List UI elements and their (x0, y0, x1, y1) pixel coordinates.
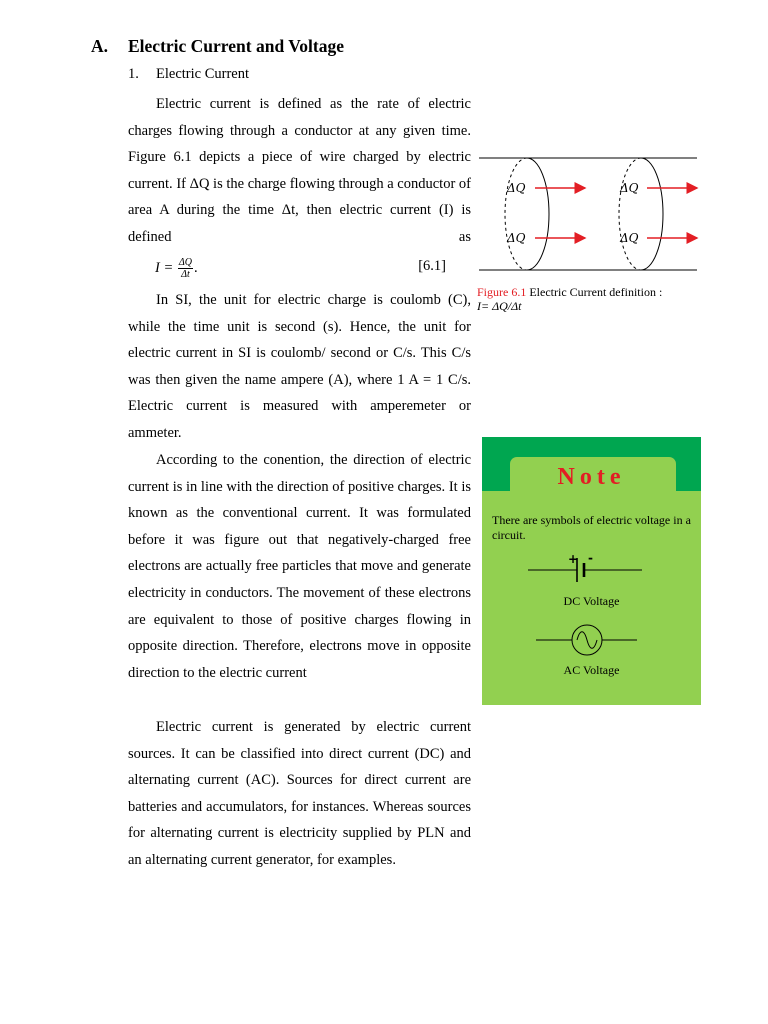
paragraph-definition-block (128, 91, 471, 251)
paragraph-sources-block (128, 714, 471, 874)
paragraph-si-unit-block (128, 287, 471, 447)
equation-fraction (178, 257, 193, 280)
cross-section-2-front (641, 158, 663, 270)
figure-caption-text: Electric Current definition : (526, 285, 663, 299)
paragraph-si-unit: In SI, the unit for electric charge is coulomb (C), while the time unit is second (s). Hence, the unit for electric current in SI is coulomb/ second or C/s. This C/s was then given the name ampere (A), where 1 A = 1 C/s. Electric current is measured with amperemeter or ammeter. (128, 292, 471, 441)
dc-voltage-symbol-icon (526, 551, 646, 591)
section-title: Electric Current and Voltage (128, 36, 344, 56)
cross-section-1-front (527, 158, 549, 270)
equation-expression (155, 257, 198, 280)
section-heading (91, 36, 344, 57)
cross-section-1-back (505, 158, 527, 270)
note-box (482, 437, 701, 705)
paragraph-direction-block (128, 447, 471, 686)
paragraph-sources: Electric current is generated by electric current sources. It can be classified into direct current (DC) and alternating current (AC). Sources for direct current are batteries and accumulators, for instances. Whereas sources for alternating current is electricity supplied by PLN and an alternating current generator, for examples. (128, 719, 471, 868)
cross-section-2-back (619, 158, 641, 270)
figure-caption-formula: I= ΔQ/Δt (477, 299, 522, 313)
section-number: A. (91, 36, 109, 56)
subsection-number: 1. (128, 66, 139, 82)
paragraph-direction: According to the conention, the direction of electric current is in line with the direction of positive charges. It is known as the conventional current. It was formulated before it was figure out that negatively-charged free electrons are actually free particles that move and generate electricity in conductors. The movement of these electrons are equivalent to those of positive charges flowing in opposite direction. Therefore, electrons move in opposite direction to the electric current (128, 452, 471, 681)
subsection-title: Electric Current (156, 66, 249, 82)
ac-voltage-label: AC Voltage (563, 663, 620, 677)
charge-label: ΔQ (507, 231, 526, 245)
dc-plus-sign: + (568, 552, 579, 566)
figure-electric-current (477, 148, 699, 278)
note-title: Note (557, 464, 626, 490)
figure-caption-label: Figure 6.1 (477, 285, 527, 299)
equation-denominator: Δt (181, 269, 190, 280)
equation-6-1 (128, 256, 471, 284)
charge-label: ΔQ (620, 231, 639, 245)
equation-lhs: I = (155, 259, 174, 276)
equation-tail: . (193, 259, 198, 276)
charge-label: ΔQ (620, 181, 639, 195)
figure-caption (477, 285, 695, 313)
ac-voltage-symbol-icon (536, 623, 638, 657)
paragraph-definition: Electric current is defined as the rate of electric charges flowing through a conductor at any given time. Figure 6.1 depicts a piece of wire charged by electric current. If ΔQ is the charge flowing through a conductor of area A during the time Δt, then electric current (I) is defined as (128, 96, 471, 245)
charge-label: ΔQ (507, 181, 526, 195)
dc-voltage-label: DC Voltage (563, 594, 620, 608)
dc-minus-sign: - (588, 551, 593, 565)
equation-number: [6.1] (418, 258, 446, 274)
subsection-heading (128, 66, 249, 83)
equation-numerator: ΔQ (178, 257, 192, 268)
note-text: There are symbols of electric voltage in a circuit. (492, 513, 691, 542)
